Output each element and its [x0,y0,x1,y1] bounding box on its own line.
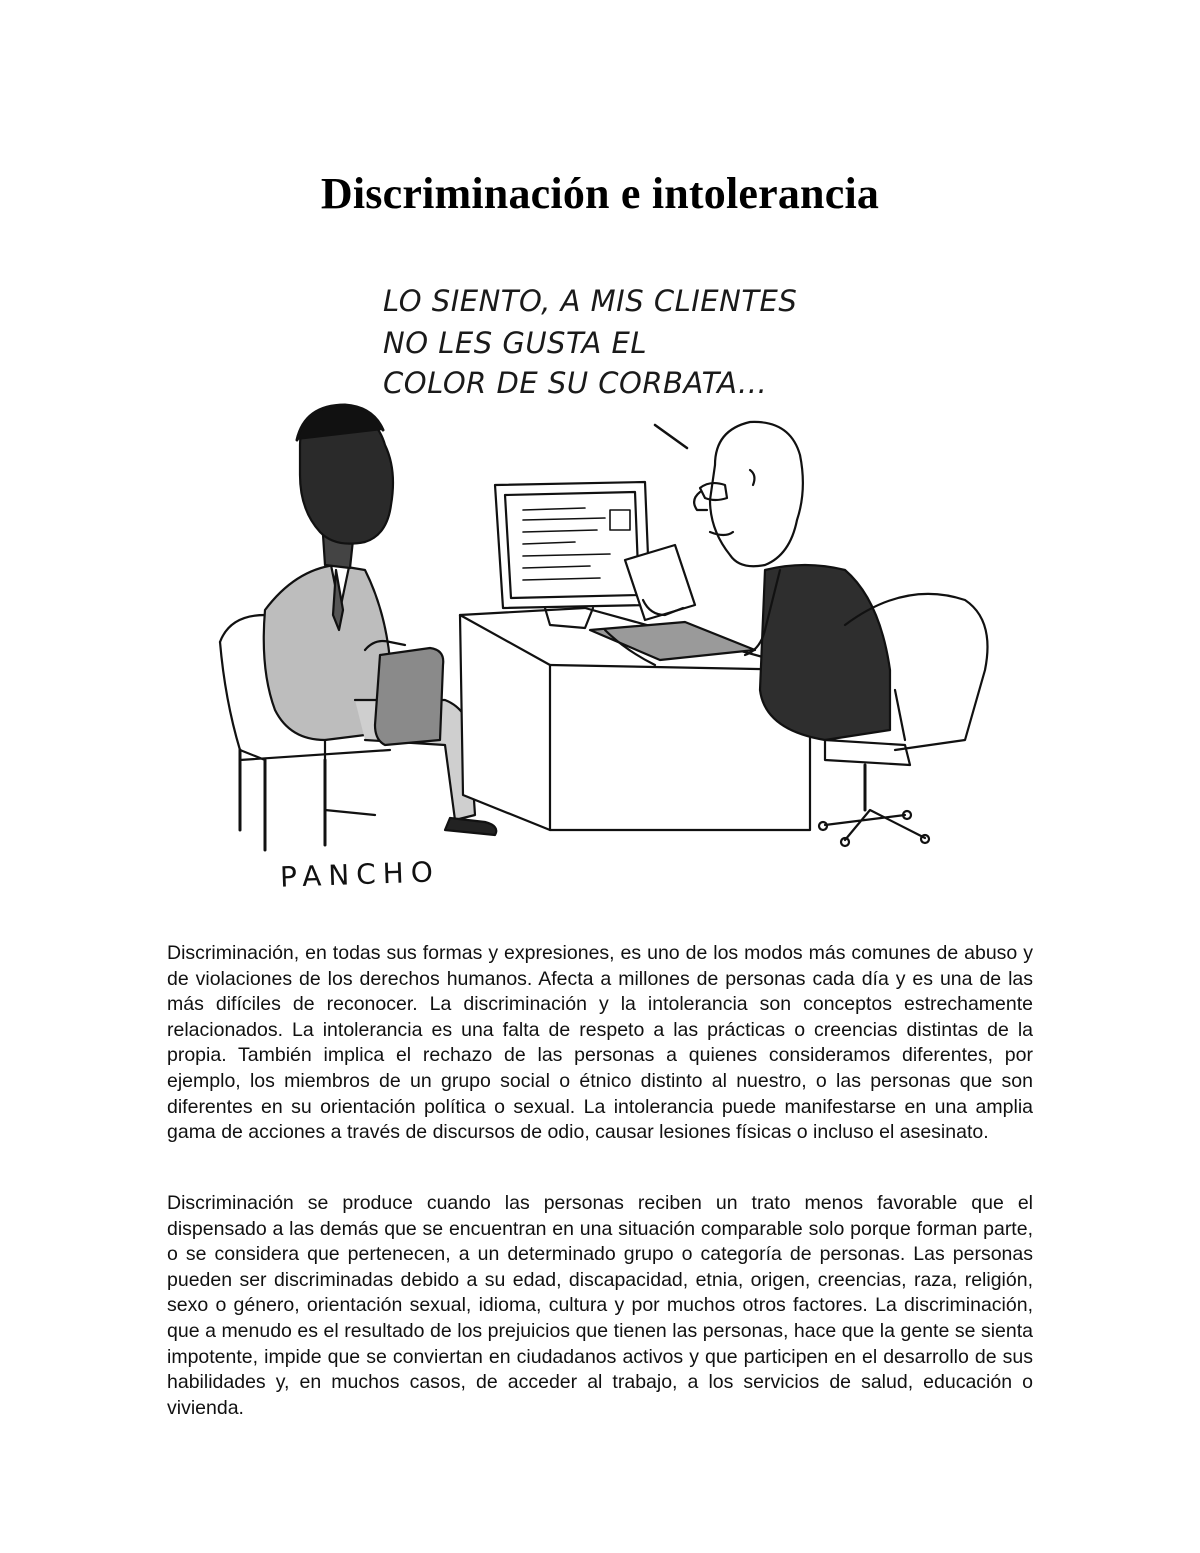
cartoon-caption-line-2: NO LES GUSTA EL [383,326,648,360]
cartoon-signature: PANCHO [279,855,441,894]
paragraph-1: Discriminación, en todas sus formas y expresiones, es uno de los modos más comunes de abuso y de violaciones de los derechos humanos. Afecta a millones de personas cada día y es una de las más difíciles de reconocer. La discriminación y la intolerancia son conceptos estrechamente relacionados. La intolerancia es una falta de respeto a las prácticas o creencias distintas de la propia. También implica el rechazo de las personas a quienes consideramos diferentes, por ejemplo, los miembros de un grupo social o étnico distinto al nuestro, o las personas que son diferentes en su orientación política o sexual. La intolerancia puede manifestarse en una amplia gama de acciones a través de discursos de odio, causar lesiones físicas o incluso el asesinato. [167,942,1033,1144]
page-title: Discriminación e intolerancia [320,169,880,218]
cartoon-caption-line-1: LO SIENTO, A MIS CLIENTES [383,284,798,318]
cartoon-illustration [205,270,1005,910]
cartoon-caption-line-3: COLOR DE SU CORBATA... [383,366,768,400]
paragraph-2: Discriminación se produce cuando las personas reciben un trato menos favorable que el dispensado a las demás que se encuentran en una situación comparable solo porque forman parte, o se considera que pertenecen, a un determinado grupo o categoría de personas. Las personas pueden ser discriminadas debido a su edad, discapacidad, etnia, origen, creencias, raza, religión, sexo o género, orientación sexual, idioma, cultura y por muchos otros factores. La discriminación, que a menudo es el resultado de los prejuicios que tienen las personas, hace que la gente se sienta impotente, impide que se conviertan en ciudadanos activos y que participen en el desarrollo de sus habilidades y, en muchos casos, de acceder al trabajo, a los servicios de salud, educación o vivienda. [167,1192,1033,1419]
